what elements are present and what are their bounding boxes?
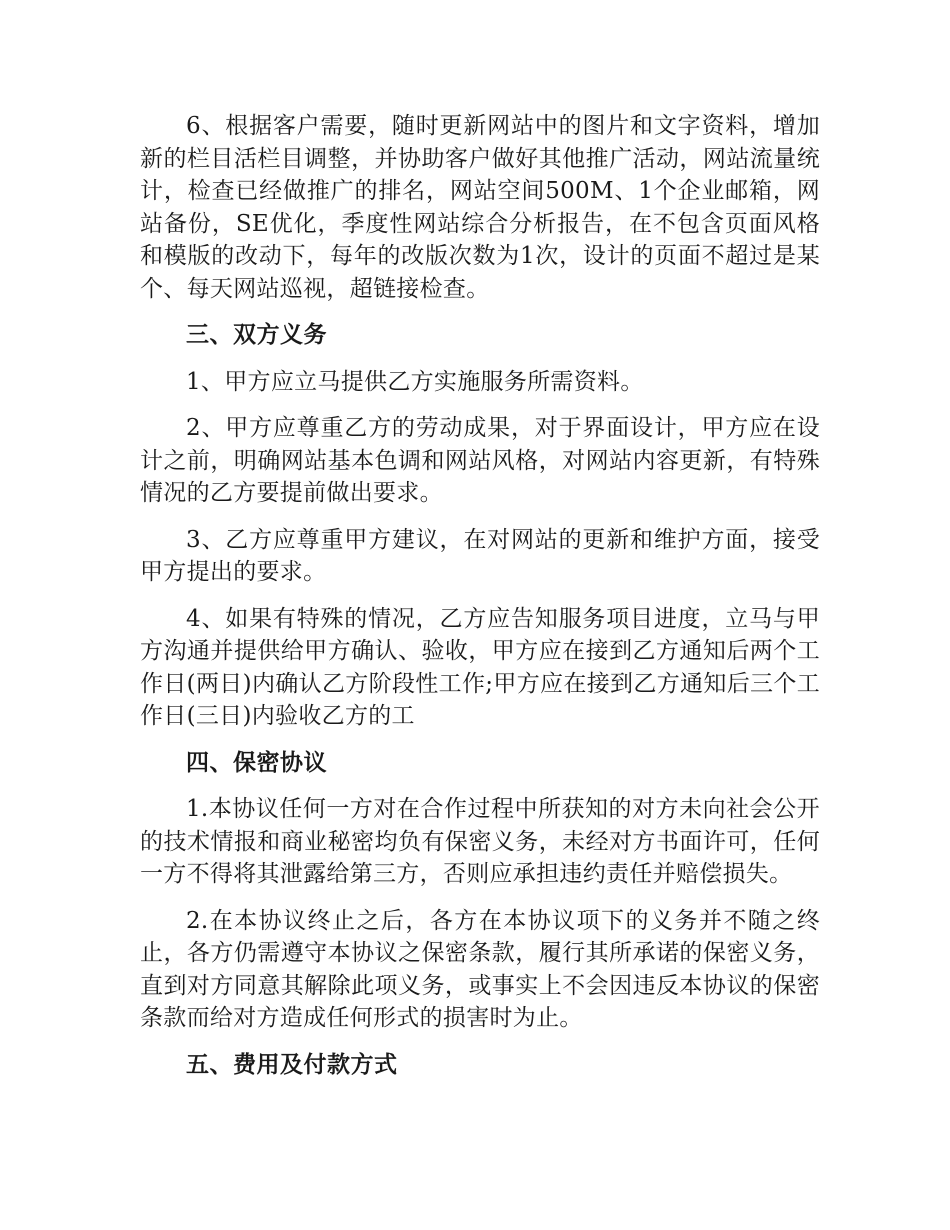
- obligation-4: 4、如果有特殊的情况，乙方应告知服务项目进度，立马与甲方沟通并提供给甲方确认、验收，甲方应在接到乙方通知后两个工作日(两日)内确认乙方阶段性工作;甲方应在接到乙方通知后三个工作日(三日)内验收乙方的工: [140, 605, 820, 729]
- obligation-2: 2、甲方应尊重乙方的劳动成果，对于界面设计，甲方应在设计之前，明确网站基本色调和网站风格，对网站内容更新，有特殊情况的乙方要提前做出要求。: [140, 415, 820, 506]
- section-heading-confidentiality: 四、保密协议: [186, 748, 327, 776]
- clause-6-website-maintenance: 6、根据客户需要，随时更新网站中的图片和文字资料，增加新的栏目活栏目调整，并协助客户做好其他推广活动，网站流量统计，检查已经做推广的排名，网站空间500M、1个企业邮箱，网站备份，SE优化，季度性网站综合分析报告，在不包含页面风格和模版的改动下，每年的改版次数为1次，设计的页面不超过是某个、每天网站巡视，超链接检查。: [140, 113, 820, 302]
- section-heading-fees-payment: 五、费用及付款方式: [186, 1050, 398, 1078]
- obligation-1: 1、甲方应立马提供乙方实施服务所需资料。: [186, 368, 644, 395]
- document-page: [140, 110, 820, 1095]
- confidentiality-clause-1: 1.本协议任何一方对在合作过程中所获知的对方未向社会公开的技术情报和商业秘密均负有保密义务，未经对方书面许可，任何一方不得将其泄露给第三方，否则应承担违约责任并赔偿损失。: [140, 796, 820, 887]
- confidentiality-clause-2: 2.在本协议终止之后，各方在本协议项下的义务并不随之终止，各方仍需遵守本协议之保密条款，履行其所承诺的保密义务，直到对方同意其解除此项义务，或事实上不会因违反本协议的保密条款而给对方造成任何形式的损害时为止。: [140, 907, 820, 1031]
- obligation-3: 3、乙方应尊重甲方建议，在对网站的更新和维护方面，接受甲方提出的要求。: [140, 526, 820, 585]
- section-heading-mutual-obligations: 三、双方义务: [186, 321, 327, 348]
